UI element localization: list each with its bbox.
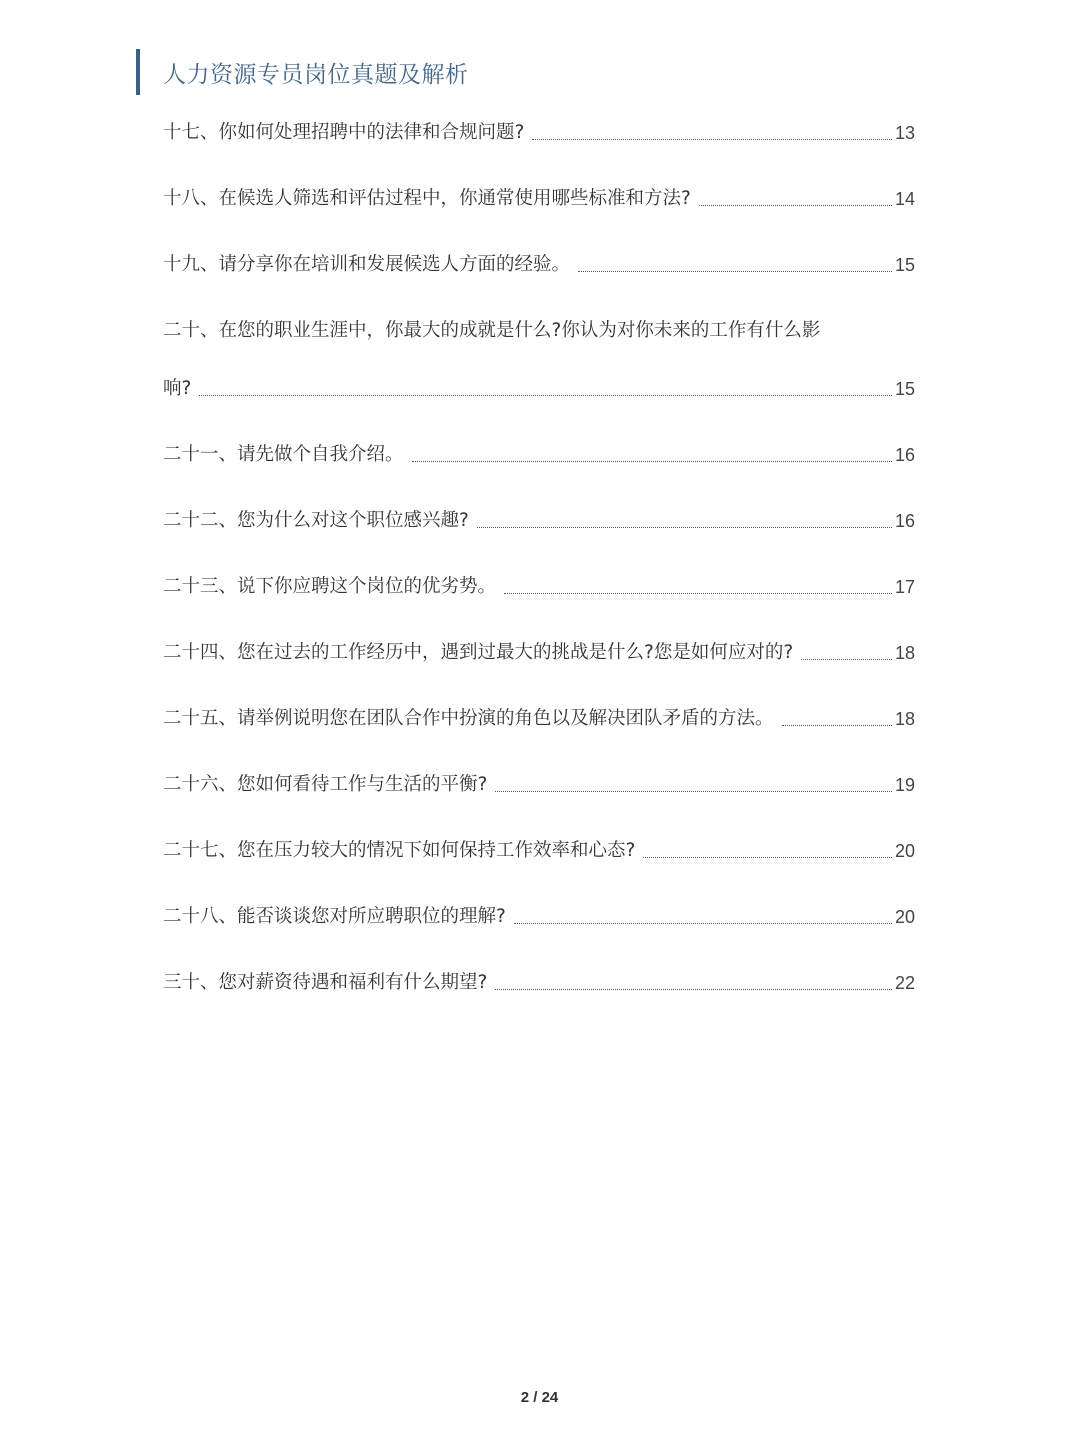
- toc-dot-leader: [477, 527, 892, 528]
- toc-dot-leader: [782, 725, 892, 726]
- toc-entry-title: 十七、你如何处理招聘中的法律和合规问题?: [163, 122, 525, 143]
- toc-entry-page: 15: [894, 255, 915, 275]
- toc-entry-page: 20: [894, 907, 915, 927]
- toc-entry-title: 十八、在候选人筛选和评估过程中，你通常使用哪些标准和方法?: [163, 188, 691, 209]
- toc-entry[interactable]: [163, 637, 915, 669]
- toc-entry-page: 16: [894, 445, 915, 465]
- toc-entry[interactable]: [163, 703, 915, 735]
- table-of-contents: [163, 117, 915, 1033]
- toc-entry[interactable]: [163, 315, 915, 405]
- toc-entry-title: 十九、请分享你在培训和发展候选人方面的经验。: [163, 254, 571, 275]
- toc-entry-page: 19: [894, 775, 915, 795]
- toc-entry-title-line1: 二十、在您的职业生涯中，你最大的成就是什么?你认为对你未来的工作有什么影: [163, 320, 821, 341]
- header-accent-bar: [136, 49, 140, 95]
- toc-entry-title: 二十五、请举例说明您在团队合作中扮演的角色以及解决团队矛盾的方法。: [163, 708, 774, 729]
- toc-entry[interactable]: [163, 505, 915, 537]
- toc-entry[interactable]: [163, 901, 915, 933]
- toc-dot-leader: [532, 139, 892, 140]
- toc-entry-title: 二十八、能否谈谈您对所应聘职位的理解?: [163, 906, 506, 927]
- toc-dot-leader: [699, 205, 892, 206]
- toc-dot-leader: [495, 791, 892, 792]
- toc-entry-title: 二十二、您为什么对这个职位感兴趣?: [163, 510, 469, 531]
- document-title: 人力资源专员岗位真题及解析: [163, 62, 469, 88]
- toc-entry-title: 二十一、请先做个自我介绍。: [163, 444, 404, 465]
- toc-entry-page: 18: [894, 709, 915, 729]
- toc-entry[interactable]: [163, 183, 915, 215]
- toc-entry[interactable]: [163, 967, 915, 999]
- toc-entry-title: 三十、您对薪资待遇和福利有什么期望?: [163, 972, 488, 993]
- toc-entry-page: 17: [894, 577, 915, 597]
- toc-entry-page: 13: [894, 123, 915, 143]
- toc-dot-leader: [495, 989, 892, 990]
- toc-entry[interactable]: [163, 769, 915, 801]
- toc-entry-page: 14: [894, 189, 915, 209]
- toc-dot-leader: [514, 923, 892, 924]
- toc-entry-title: 二十七、您在压力较大的情况下如何保持工作效率和心态?: [163, 840, 636, 861]
- toc-dot-leader: [801, 659, 892, 660]
- toc-dot-leader: [643, 857, 892, 858]
- toc-entry[interactable]: [163, 249, 915, 281]
- toc-dot-leader: [504, 593, 892, 594]
- toc-entry-page: 22: [894, 973, 915, 993]
- toc-entry-page: 16: [894, 511, 915, 531]
- toc-entry-title: 二十四、您在过去的工作经历中，遇到过最大的挑战是什么?您是如何应对的?: [163, 642, 794, 663]
- page-number: 2 / 24: [520, 1389, 559, 1406]
- toc-entry[interactable]: [163, 571, 915, 603]
- toc-entry[interactable]: [163, 835, 915, 867]
- toc-entry-title: 二十六、您如何看待工作与生活的平衡?: [163, 774, 488, 795]
- toc-dot-leader: [412, 461, 892, 462]
- toc-entry-page: 18: [894, 643, 915, 663]
- toc-dot-leader: [578, 271, 892, 272]
- toc-entry[interactable]: [163, 117, 915, 149]
- toc-entry-title: 二十三、说下你应聘这个岗位的优劣势。: [163, 576, 497, 597]
- toc-entry-page: 20: [894, 841, 915, 861]
- toc-entry-title-line2: 响?: [163, 378, 192, 399]
- toc-entry-page: 15: [894, 379, 915, 399]
- toc-dot-leader: [199, 395, 892, 396]
- toc-entry[interactable]: [163, 439, 915, 471]
